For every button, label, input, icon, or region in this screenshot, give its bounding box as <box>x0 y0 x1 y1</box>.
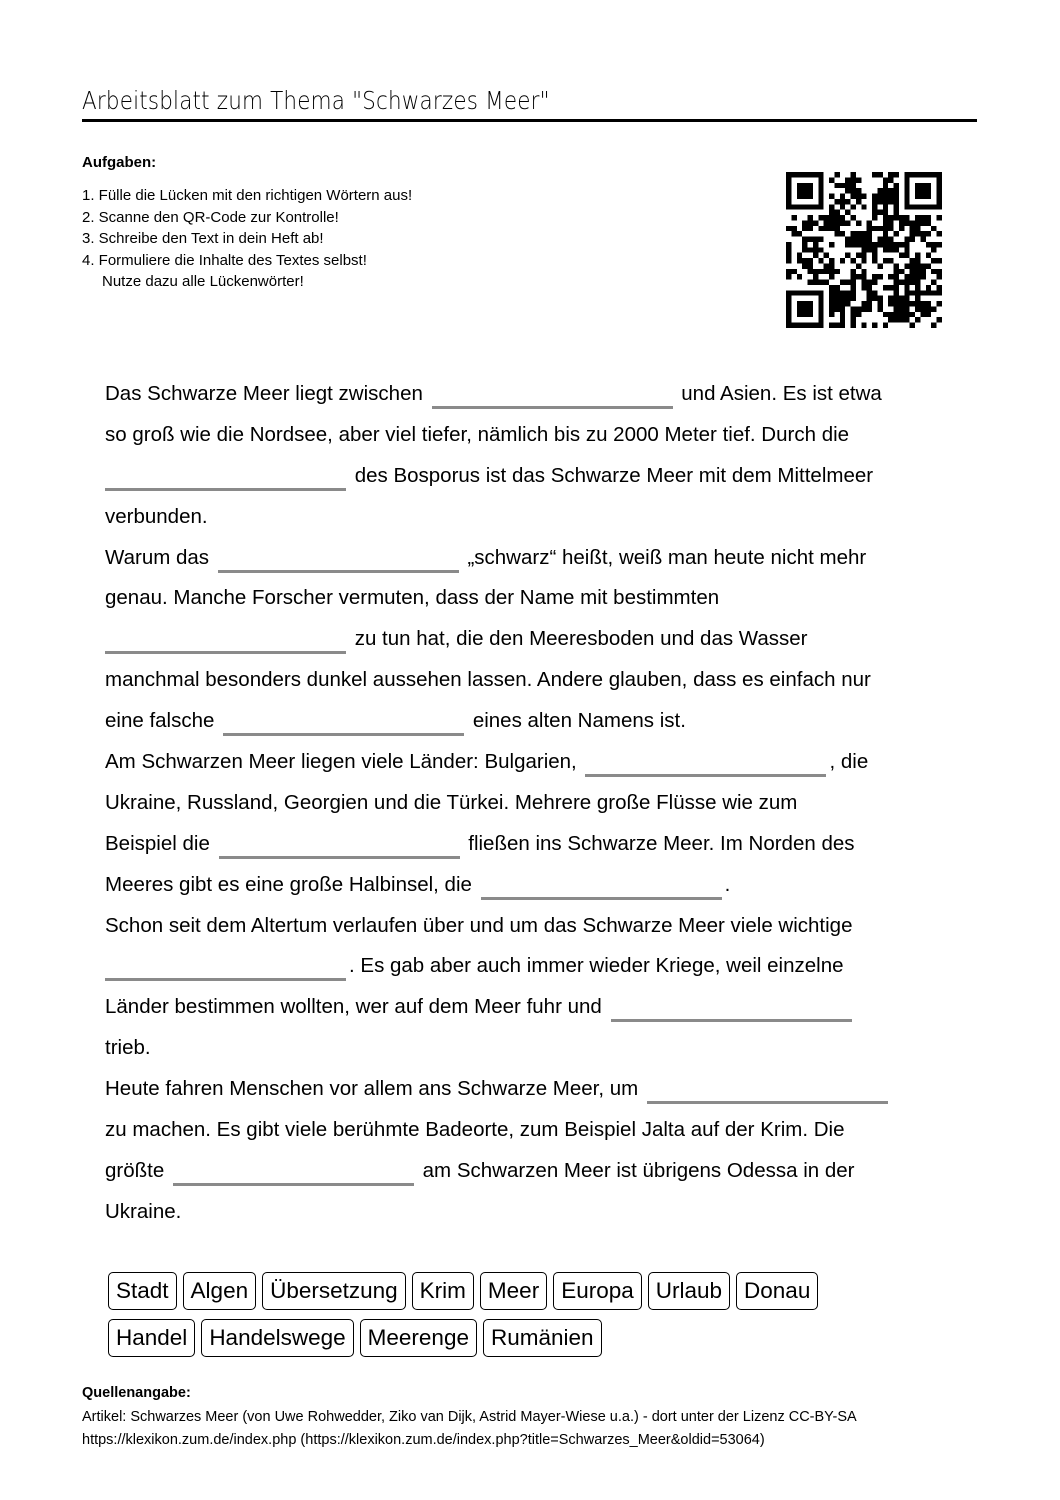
word-chip[interactable]: Rumänien <box>483 1319 602 1357</box>
text-line <box>105 946 975 987</box>
text-line <box>105 497 975 538</box>
text-segment: trieb. <box>105 1036 151 1060</box>
title-divider <box>82 119 977 122</box>
text-line <box>105 1192 975 1233</box>
text-line <box>105 824 975 865</box>
task-item: 3. Schreibe den Text in dein Heft ab! <box>82 230 324 247</box>
text-segment: fließen ins Schwarze Meer. Im Norden des <box>468 831 855 855</box>
text-segment: Ukraine. <box>105 1199 182 1223</box>
task-list <box>82 185 412 293</box>
text-segment: verbunden. <box>105 504 208 528</box>
blank-gap[interactable] <box>647 1100 888 1104</box>
text-segment: Das Schwarze Meer liegt zwischen <box>105 382 423 405</box>
text-line <box>105 865 975 906</box>
cloze-text <box>105 374 975 1233</box>
text-segment: zu machen. Es gibt viele berühmte Badeorte, zum Beispiel Jalta auf der Krim. Die <box>105 1118 845 1142</box>
word-chip[interactable]: Urlaub <box>648 1272 730 1310</box>
text-segment: . Es gab aber auch immer wieder Kriege, weil einzelne <box>349 954 844 978</box>
text-line <box>105 1069 975 1110</box>
text-segment: Länder bestimmen wollten, wer auf dem Meer fuhr und <box>105 995 602 1019</box>
blank-gap[interactable] <box>432 405 673 409</box>
text-segment: Am Schwarzen Meer liegen viele Länder: Bulgarien, <box>105 750 577 774</box>
blank-gap[interactable] <box>105 977 346 981</box>
text-segment: Beispiel die <box>105 831 210 855</box>
text-segment: zu tun hat, die den Meeresboden und das Wasser <box>354 627 808 651</box>
text-line <box>105 415 975 456</box>
text-segment: manchmal besonders dunkel aussehen lassen. Andere glauben, dass es einfach nur <box>105 668 871 692</box>
text-segment: Meeres gibt es eine große Halbinsel, die <box>105 872 472 896</box>
word-bank-row <box>108 1272 968 1310</box>
text-segment: Heute fahren Menschen vor allem ans Schwarze Meer, um <box>105 1077 639 1101</box>
blank-gap[interactable] <box>481 896 722 900</box>
word-chip[interactable]: Handelswege <box>201 1319 353 1357</box>
text-line <box>105 456 975 497</box>
word-chip[interactable]: Donau <box>736 1272 818 1310</box>
tasks-heading: Aufgaben: <box>82 154 157 171</box>
blank-gap[interactable] <box>105 487 346 491</box>
text-segment: „schwarz“ heißt, weiß man heute nicht mehr <box>467 545 867 569</box>
blank-gap[interactable] <box>218 569 459 573</box>
word-bank <box>108 1272 968 1366</box>
text-segment: am Schwarzen Meer ist übrigens Odessa in der <box>422 1158 855 1182</box>
text-segment: eine falsche <box>105 709 215 733</box>
source-line: Artikel: Schwarzes Meer (von Uwe Rohwedder, Ziko van Dijk, Astrid Mayer-Wiese u.a.) - dort unter der Lizenz CC-BY-SA <box>82 1409 857 1425</box>
task-item: 1. Fülle die Lücken mit den richtigen Wörtern aus! <box>82 187 413 204</box>
blank-gap[interactable] <box>585 773 826 777</box>
blank-gap[interactable] <box>105 650 346 654</box>
word-chip[interactable]: Handel <box>108 1319 195 1357</box>
blank-gap[interactable] <box>173 1182 414 1186</box>
word-chip[interactable]: Übersetzung <box>262 1272 406 1310</box>
text-line <box>105 1028 975 1069</box>
text-segment: des Bosporus ist das Schwarze Meer mit dem Mittelmeer <box>354 463 874 487</box>
text-line <box>105 1151 975 1192</box>
word-chip[interactable]: Stadt <box>108 1272 177 1310</box>
sources-text <box>82 1406 857 1452</box>
text-segment: genau. Manche Forscher vermuten, dass der Name mit bestimmten <box>105 586 720 610</box>
text-line <box>105 906 975 947</box>
qr-code-icon[interactable] <box>786 172 942 328</box>
text-segment: größte <box>105 1158 165 1182</box>
text-segment: so groß wie die Nordsee, aber viel tiefer, nämlich bis zu 2000 Meter tief. Durch die <box>105 422 850 446</box>
blank-gap[interactable] <box>223 732 464 736</box>
text-line <box>105 660 975 701</box>
word-chip[interactable]: Meer <box>480 1272 547 1310</box>
text-segment: . <box>724 872 731 896</box>
text-line <box>105 374 975 415</box>
blank-gap[interactable] <box>219 855 460 859</box>
text-segment: Warum das <box>105 545 210 569</box>
text-line <box>105 701 975 742</box>
text-line <box>105 538 975 579</box>
task-item: 2. Scanne den QR-Code zur Kontrolle! <box>82 208 339 226</box>
sources-heading: Quellenangabe: <box>82 1385 191 1401</box>
word-bank-row <box>108 1319 968 1357</box>
text-line <box>105 578 975 619</box>
word-chip[interactable]: Europa <box>553 1272 642 1310</box>
word-chip[interactable]: Meerenge <box>360 1319 477 1357</box>
text-line <box>105 742 975 783</box>
word-chip[interactable]: Krim <box>412 1272 474 1310</box>
source-line[interactable]: https://klexikon.zum.de/index.php (https://klexikon.zum.de/index.php?title=Schwarzes_Meer&oldid=53064) <box>82 1432 765 1448</box>
blank-gap[interactable] <box>611 1018 852 1022</box>
text-segment: Ukraine, Russland, Georgien und die Türkei. Mehrere große Flüsse wie zum <box>105 790 798 814</box>
task-item: 4. Formuliere die Inhalte des Textes selbst! <box>82 251 367 269</box>
text-line <box>105 783 975 824</box>
text-line <box>105 987 975 1028</box>
text-segment: , die <box>829 750 869 774</box>
task-item: Nutze dazu alle Lückenwörter! <box>102 273 304 290</box>
page-title: Arbeitsblatt zum Thema "Schwarzes Meer" <box>82 86 550 115</box>
text-segment: und Asien. Es ist etwa <box>681 382 882 405</box>
text-segment: eines alten Namens ist. <box>472 709 686 733</box>
text-segment: Schon seit dem Altertum verlaufen über und um das Schwarze Meer viele wichtige <box>105 913 853 937</box>
text-line <box>105 619 975 660</box>
text-line <box>105 1110 975 1151</box>
word-chip[interactable]: Algen <box>183 1272 257 1310</box>
